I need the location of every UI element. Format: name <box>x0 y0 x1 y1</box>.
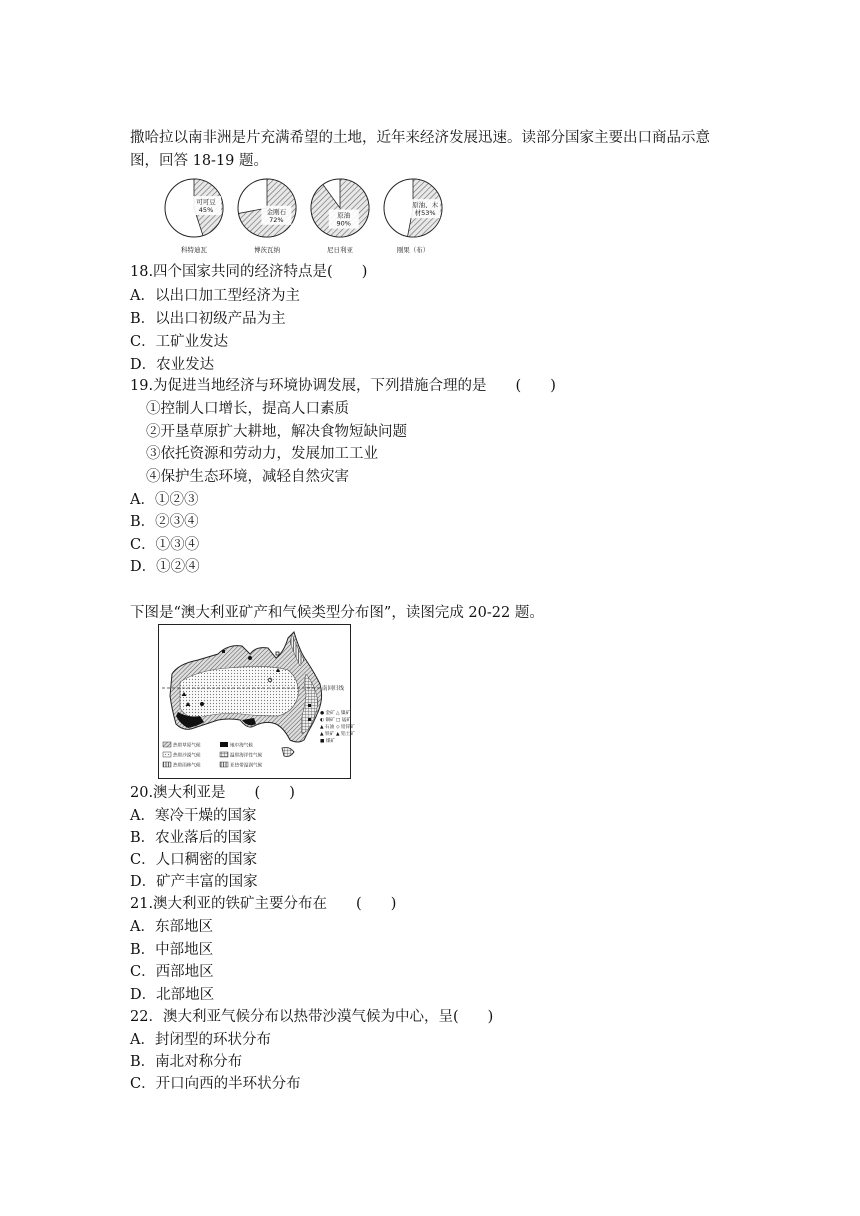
q18-option-c: C．工矿业发达 <box>130 334 229 350</box>
q22-option-c: C．开口向西的半环状分布 <box>130 1076 301 1092</box>
q18-option-b: B．以出口初级产品为主 <box>130 311 286 327</box>
legend-gold: ● 金矿 <box>320 711 335 716</box>
q22-stem: 22．澳大利亚气候分布以热带沙漠气候为中心，呈( ) <box>130 1009 494 1025</box>
pie-value-label: 90% <box>336 219 351 228</box>
pie-value-label: 45% <box>198 206 214 215</box>
q21-option-c: C．西部地区 <box>130 964 214 980</box>
q20-option-c: C．人口稠密的国家 <box>130 852 258 868</box>
pie-value-label: 材53% <box>414 209 436 218</box>
q21-option-b: B．中部地区 <box>130 942 214 958</box>
australia-map-figure <box>158 624 355 779</box>
pie-chart-2 <box>238 179 296 254</box>
q22-option-b: B．南北对称分布 <box>130 1054 243 1070</box>
q20-option-b: B．农业落后的国家 <box>130 830 257 846</box>
q19-stem: 19.为促进当地经济与环境协调发展，下列措施合理的是 ( ) <box>130 378 556 394</box>
legend-mediterranean: 地中海气候 <box>230 743 253 749</box>
tropic-label: 南回归线 <box>322 686 345 692</box>
legend-copper: ◐ 铜矿 <box>320 718 335 723</box>
pie-label: 原油、木 <box>412 201 439 210</box>
q19-item-4: ④保护生态环境，减轻自然灾害 <box>146 469 349 485</box>
q19-option-c: C．①③④ <box>130 537 200 553</box>
pie-chart-3 <box>311 179 369 254</box>
legend-savanna: 热带草原气候 <box>173 743 201 749</box>
q18-stem: 18.四个国家共同的经济特点是( ) <box>130 264 368 280</box>
legend-rainforest: 热带雨林气候 <box>173 763 201 769</box>
legend-nickel: △ 镍矿 <box>336 711 351 716</box>
q19-option-b: B．②③④ <box>130 514 199 530</box>
pie-country-label: 尼日利亚 <box>327 246 353 254</box>
export-pie-charts-figure <box>158 176 448 258</box>
legend-bauxite: ▲ 铝土矿 <box>336 732 355 737</box>
q21-option-d: D．北部地区 <box>130 987 215 1003</box>
legend-coal: ■ 煤矿 <box>320 739 336 744</box>
legend-iron: ▲ 铁矿 <box>320 732 335 737</box>
pie-label: 金刚石 <box>266 207 287 216</box>
intro-text-2: 下图是“澳大利亚矿产和气候类型分布图”，读图完成 20-22 题。 <box>130 605 544 621</box>
q18-option-d: D．农业发达 <box>130 357 215 373</box>
q21-stem: 21.澳大利亚的铁矿主要分布在 ( ) <box>130 896 397 912</box>
pie-label: 原油 <box>337 211 351 220</box>
q20-option-d: D．矿产丰富的国家 <box>130 874 258 890</box>
legend-desert: 热带沙漠气候 <box>173 753 201 759</box>
q20-stem: 20.澳大利亚是 ( ) <box>130 785 295 801</box>
pie-country-label: 博茨瓦纳 <box>254 246 280 254</box>
legend-oil: ▲ 石油 <box>320 725 335 730</box>
intro-text-line-1: 撒哈拉以南非洲是片充满希望的土地，近年来经济发展迅速。读部分国家主要出口商品示意 <box>130 130 710 146</box>
pie-chart-1 <box>165 179 223 254</box>
q22-option-a: A．封闭型的环状分布 <box>130 1032 271 1048</box>
legend-oceanic: 温带海洋性气候 <box>230 753 263 759</box>
q19-option-d: D．①②④ <box>130 559 200 575</box>
q19-item-3: ③依托资源和劳动力，发展加工工业 <box>146 446 378 462</box>
legend-humid-subtropical: 亚热带湿润气候 <box>230 763 263 769</box>
q19-option-a: A．①②③ <box>130 492 199 508</box>
legend-lead-zinc: ◇ 铅锌矿 <box>336 725 355 730</box>
q18-option-a: A．以出口加工型经济为主 <box>130 288 300 304</box>
pie-label: 可可豆 <box>196 198 216 207</box>
q21-option-a: A．东部地区 <box>130 919 213 935</box>
desert-zone <box>180 666 298 718</box>
q19-item-1: ①控制人口增长，提高人口素质 <box>146 401 349 417</box>
q19-item-2: ②开垦草原扩大耕地，解决食物短缺问题 <box>146 424 407 440</box>
pie-country-label: 刚果（布） <box>396 246 430 254</box>
pie-chart-4 <box>384 179 442 254</box>
q20-option-a: A．寒冷干燥的国家 <box>130 808 257 824</box>
pie-value-label: 72% <box>269 215 284 224</box>
pie-country-label: 科特迪瓦 <box>181 246 207 254</box>
intro-text-line-2: 图，回答 18-19 题。 <box>130 153 269 169</box>
legend-manganese: □ 锰矿 <box>336 718 352 723</box>
